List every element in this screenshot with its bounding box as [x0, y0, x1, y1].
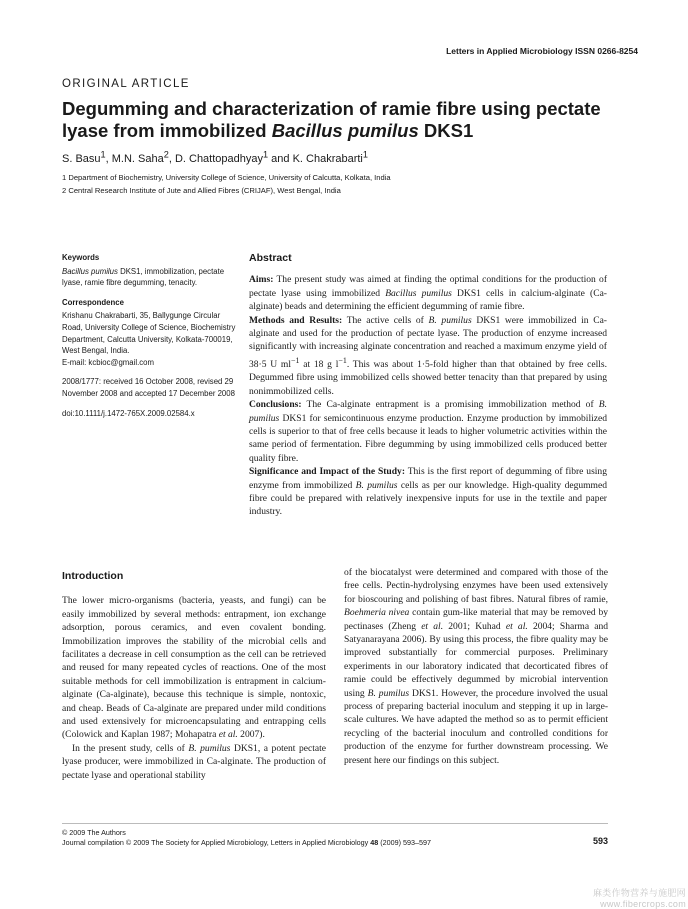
abstract-significance: [249, 465, 607, 519]
intro-species: B. pumilus: [188, 742, 231, 754]
correspondence-address: Krishanu Chakrabarti, 35, Ballygunge Circular Road, University College of Science, Biochemistry Department, Calcutta University, Kolkata-700019, West Bengal, India.: [62, 311, 236, 356]
intro-text-2: contain gum-like material that may be removed by pectinases (Zheng: [344, 607, 608, 632]
author: [174, 149, 293, 165]
keywords-text: [62, 266, 238, 289]
conclusions-species: B. pumilus: [249, 399, 607, 424]
keywords-rest: DKS1, immobilization, pectate lyase, ramie fibre degumming, tenacity.: [62, 266, 225, 288]
author-name: S. Basu: [62, 152, 101, 165]
title-strain: DKS1: [418, 120, 474, 141]
intro-species: B. pumilus: [367, 687, 410, 699]
abstract-methods: [249, 314, 607, 399]
affiliation: 2 Central Research Institute of Jute and Allied Fibres (CRIJAF), West Bengal, India: [62, 186, 341, 195]
methods-text: The active cells of: [342, 314, 429, 326]
introduction-heading: Introduction: [62, 570, 124, 582]
footer-compilation: [62, 838, 431, 848]
intro-text-4: 2004; Sharma and Satyanarayana 2006). By using this process, the fibre quality may be improved substantially for commercial purposes. Preliminary experiments in our laboratory indicated that decorticated fibres of ramie could be effectively degummed by microbial intervention using: [344, 620, 609, 699]
intro-text-3: 2001; Kuhad: [443, 620, 506, 632]
aims-text: The present study was aimed at finding the optimal conditions for the production of pectate lyase using immobilized: [249, 274, 607, 299]
author-separator: ,: [105, 152, 112, 165]
article-title: [62, 98, 652, 142]
author-name: M.N. Saha: [111, 152, 164, 165]
doi-link[interactable]: doi:10.1111/j.1472-765X.2009.02584.x: [62, 408, 195, 418]
author-name: K. Chakrabarti: [292, 152, 363, 165]
author-separator: and: [268, 152, 293, 165]
footer-divider: [62, 823, 608, 824]
author-list: [62, 149, 368, 165]
keywords-heading: Keywords: [62, 253, 100, 262]
section-label: ORIGINAL ARTICLE: [62, 78, 190, 90]
article-sidebar: [62, 252, 238, 427]
author: [111, 149, 175, 165]
intro-paragraph: [62, 594, 326, 741]
intro-text: The lower micro-organisms (bacteria, yeasts, and fungi) can be easily immobilized by several methods: entrapment, ion exchange adsorption, porous ceramics, and even covalent bonding. Immobilization improves the stability of the microbial cells and facilitates a decrease in cell consumption as the cell can be retrieved and reused for many repeated cycles of reactions. One of the most suitable methods for cell immobilization is entrapment in calcium-alginate (Ca-alginate), because this technique is simple, nontoxic, and cheap. Beads of Ca-alginate are prepared under mild conditions and used extensively for microencapsulating and entrapping cells (Colowick and Kaplan 1987; Mohapatra: [62, 595, 326, 741]
history-block: [62, 376, 238, 399]
methods-text-3: at 18 g l: [299, 359, 339, 371]
methods-text-4: . This was about 1·5-fold higher than that obtained by free cells. Degummed fibre using immobilized cells showed better tenacity than that prepared by using nonimmobilized cells.: [249, 359, 607, 397]
title-text: Degumming and characterization of ramie fibre using pectate lyase from immobilized: [62, 98, 601, 141]
author: [62, 149, 112, 165]
footer-copyright: © 2009 The Authors: [62, 828, 126, 837]
unit-exponent: −1: [338, 355, 347, 365]
methods-label: Methods and Results:: [249, 314, 343, 326]
author-affiliation-mark: 1: [263, 149, 269, 159]
significance-species: B. pumilus: [355, 479, 398, 491]
footer-volume: 48: [370, 838, 379, 847]
intro-text-end: DKS1. However, the procedure involved the usual process of preparing bacterial inoculum and stepping it up in large-scale cultures. We have adapted the method so as to permit efficient recycling of the bacterial inoculum and controlled conditions for production of the enzyme for further downstream processing. We present here our findings on this subject.: [344, 687, 608, 766]
intro-species: Boehmeria nivea: [344, 607, 410, 619]
journal-header: Letters in Applied Microbiology ISSN 0266-8254: [446, 46, 638, 56]
affiliation-list: [62, 171, 391, 197]
conclusions-label: Conclusions:: [249, 399, 302, 411]
methods-species: B. pumilus: [428, 314, 472, 326]
conclusions-text: The Ca-alginate entrapment is a promising immobilization method of: [301, 399, 599, 411]
aims-label: Aims:: [249, 274, 274, 286]
unit-exponent: −1: [291, 355, 300, 365]
conclusions-text-end: DKS1 for semicontinuous enzyme production. Enzyme production by immobilized cells is superior to that of free cells because it leads to higher volumetric activities within the same period of fermentation. Fibre degumming by using immobilized cells produced better quality fibre.: [249, 412, 607, 464]
abstract: [249, 252, 607, 519]
doi-block: [62, 408, 238, 420]
intro-text: of the biocatalyst were determined and compared with those of the free cells. Pectin-hydrolysing enzymes have been used extensively for bioscouring and polishing of bast fibres. Natural fibres of ramie,: [344, 567, 608, 605]
aims-species: Bacillus pumilus: [385, 287, 452, 299]
citation-etal: et al.: [218, 729, 238, 741]
abstract-conclusions: [249, 398, 607, 465]
correspondence-block: [62, 297, 238, 369]
keywords-block: [62, 252, 238, 289]
intro-paragraph-continued: [344, 566, 608, 767]
title-species: Bacillus pumilus: [271, 120, 419, 141]
keywords-species: Bacillus pumilus: [62, 266, 118, 276]
site-watermark: 麻类作物营养与施肥网 www.fibercrops.com: [592, 888, 686, 909]
intro-paragraph: [62, 742, 326, 782]
manuscript-history: 2008/1777: received 16 October 2008, revised 29 November 2008 and accepted 17 December 2008: [62, 377, 235, 398]
author-name: D. Chattopadhyay: [174, 152, 263, 165]
significance-label: Significance and Impact of the Study:: [249, 466, 405, 478]
affiliation: 1 Department of Biochemistry, University College of Science, University of Calcutta, Kolkata, India: [62, 173, 391, 182]
author-affiliation-mark: 1: [362, 149, 368, 159]
abstract-aims: [249, 273, 607, 313]
citation-etal: et al.: [421, 620, 444, 632]
intro-text-end: DKS1, a potent pectate lyase producer, were immobilized in Ca-alginate. The production of pectate lyase and operational stability: [62, 742, 326, 781]
intro-text: In the present study, cells of: [72, 742, 189, 754]
footer-compilation-text: Journal compilation © 2009 The Society for Applied Microbiology, Letters in Applied Microbiology: [62, 838, 371, 847]
correspondence-heading: Correspondence: [62, 297, 124, 307]
footer-pages: (2009) 593–597: [378, 838, 432, 847]
citation-etal: et al.: [505, 620, 528, 632]
significance-text: This is the first report of degumming of fibre using enzyme from immobilized: [249, 466, 607, 491]
page-number: 593: [592, 836, 608, 846]
body-column-left: [62, 570, 326, 782]
significance-text-end: cells as per our knowledge. High-quality degummed fibre could be prepared with relatively inexpensive inputs for use in the textile and paper industry.: [249, 479, 607, 518]
author-affiliation-mark: 1: [100, 149, 106, 159]
page-footer: [62, 828, 431, 848]
body-column-right: [344, 566, 608, 767]
author-separator: ,: [168, 152, 175, 165]
author: [292, 149, 368, 165]
intro-text-end: 2007).: [237, 729, 265, 741]
methods-text-2: DKS1 were immobilized in Ca-alginate and used for the production of pectate lyase. The production of enzyme increased significantly with increasing alginate concentration and reached a maximum enzyme yield of 38·5 U ml: [249, 314, 607, 371]
aims-text-end: DKS1 cells in calcium-alginate (Ca-alginate) beads and determining the efficient degumming of ramie fibre.: [249, 287, 607, 313]
abstract-heading: Abstract: [249, 252, 292, 264]
correspondence-email[interactable]: E-mail: kcbioc@gmail.com: [62, 357, 154, 367]
author-affiliation-mark: 2: [163, 149, 169, 159]
